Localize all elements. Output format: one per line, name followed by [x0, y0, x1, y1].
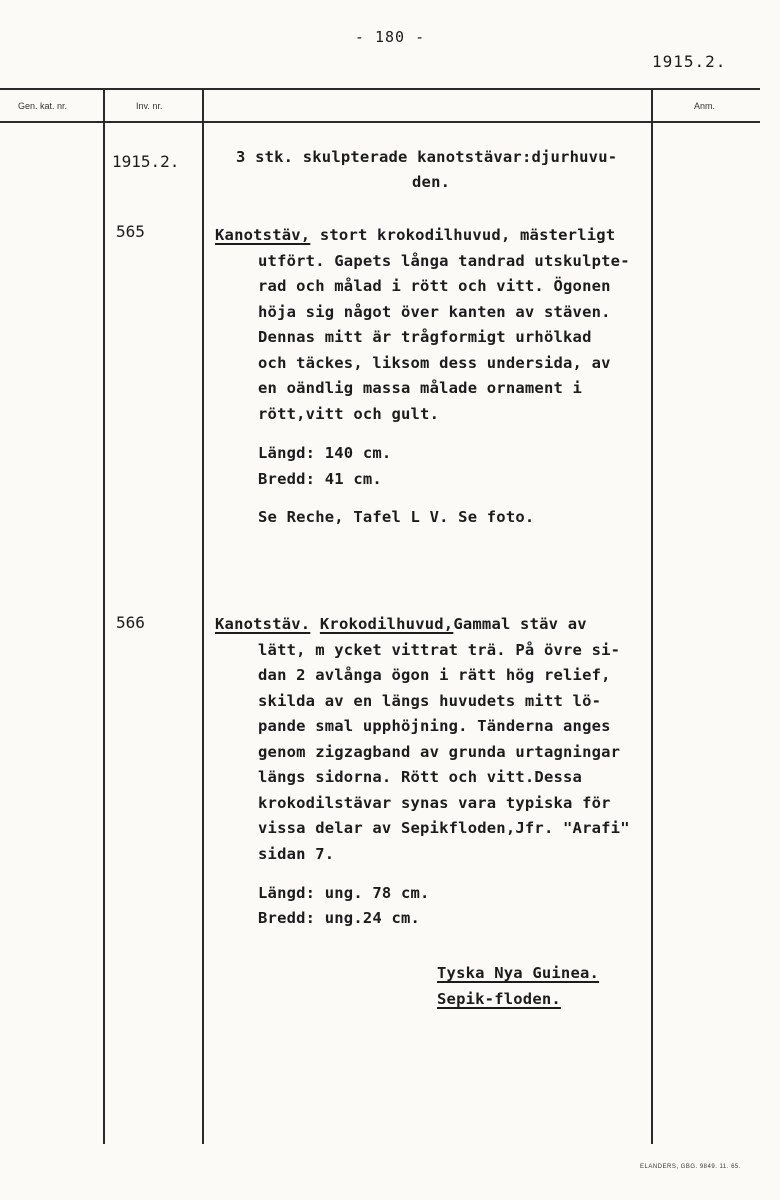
- group-inventory-number: 1915.2.: [112, 152, 180, 171]
- entry-566-line: pande smal upphöjning. Tänderna anges: [258, 717, 611, 735]
- column-header-gen-kat: Gen. kat. nr.: [18, 101, 68, 111]
- column-divider-anm: [651, 88, 653, 1144]
- entry-566-line: vissa delar av Sepikfloden,Jfr. "Arafi": [258, 819, 630, 837]
- entry-565-first-line-rest: stort krokodilhuvud, mästerligt: [310, 226, 616, 244]
- column-header-inv: Inv. nr.: [136, 101, 163, 111]
- entry-565-line: och täckes, liksom dess undersida, av: [258, 353, 611, 372]
- entry-565-line: Dennas mitt är trågformigt urhölkad: [258, 328, 592, 346]
- locality-region: Tyska Nya Guinea.: [437, 964, 600, 982]
- entry-566-subtitle: Krokodilhuvud,: [319, 615, 454, 633]
- entry-565-width: Bredd: 41 cm.: [258, 470, 382, 488]
- group-description-line-1: 3 stk. skulpterade kanotstävar:djurhuvu-: [236, 148, 618, 166]
- entry-566-inventory-number: 566: [116, 613, 145, 632]
- entry-566-first-line: [215, 612, 587, 638]
- entry-565-reference: Se Reche, Tafel L V. Se foto.: [258, 508, 535, 526]
- header-rule-top: [0, 88, 760, 90]
- entry-566-line: lätt, m ycket vittrat trä. På övre si-: [258, 640, 621, 659]
- entry-566-line: dan 2 avlånga ögon i rätt hög relief,: [258, 666, 611, 684]
- entry-565-title: Kanotstäv,: [215, 226, 311, 244]
- entry-566-length: Längd: ung. 78 cm.: [258, 884, 430, 902]
- entry-566-width: Bredd: ung.24 cm.: [258, 909, 421, 927]
- group-description-line-2: den.: [412, 173, 451, 191]
- entry-565-line: rött,vitt och gult.: [258, 404, 440, 423]
- printer-footer: ELANDERS, GBG. 9849. 11. 65.: [640, 1164, 741, 1170]
- entry-566-title: Kanotstäv.: [215, 615, 311, 633]
- column-divider-inv: [202, 88, 204, 1144]
- locality-river: Sepik-floden.: [437, 990, 561, 1008]
- entry-565-inventory-number: 565: [116, 222, 145, 241]
- entry-565-first-line: [215, 223, 615, 249]
- entry-566-line: skilda av en längs huvudets mitt lö-: [258, 691, 602, 710]
- entry-565-line: en oändlig massa målade ornament i: [258, 379, 583, 397]
- entry-565-line: rad och målad i rött och vitt. Ögonen: [258, 277, 611, 295]
- entry-566-line: sidan 7.: [258, 844, 335, 863]
- top-reference-number: 1915.2.: [652, 52, 727, 71]
- entry-566-line: genom zigzagband av grunda urtagningar: [258, 742, 621, 761]
- column-header-anm: Anm.: [694, 101, 716, 111]
- entry-565-length: Längd: 140 cm.: [258, 444, 392, 462]
- entry-565-line: höja sig något över kanten av stäven.: [258, 302, 611, 321]
- entry-566-line: längs sidorna. Rött och vitt.Dessa: [258, 768, 583, 786]
- entry-566-first-line-rest: Gammal stäv av: [453, 615, 587, 633]
- column-divider-left: [103, 88, 105, 1144]
- header-rule-bottom: [0, 121, 760, 123]
- page-number: - 180 -: [354, 28, 426, 46]
- entry-566-line: krokodilstävar synas vara typiska för: [258, 793, 611, 812]
- entry-565-line: utfört. Gapets långa tandrad utskulpte-: [258, 251, 630, 270]
